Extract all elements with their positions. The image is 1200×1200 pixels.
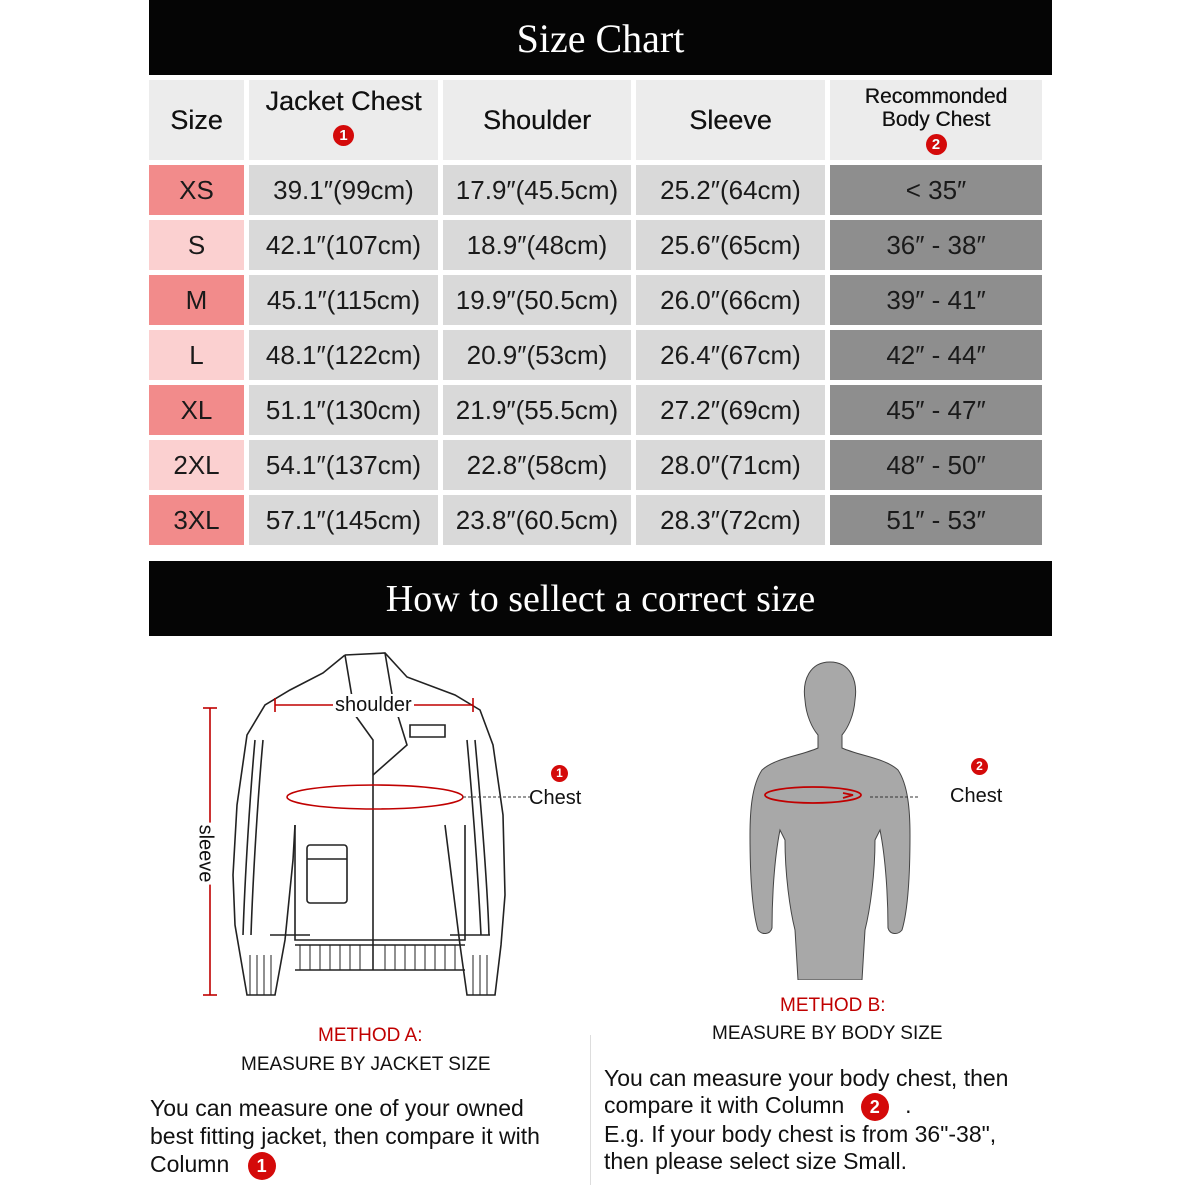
sleeve-cell: 28.0″(71cm)	[636, 440, 825, 490]
table-row	[149, 440, 1042, 490]
size-cell: XS	[149, 165, 244, 215]
chest-a-label: Chest	[529, 787, 582, 809]
column-marker-2: 2	[926, 134, 947, 155]
body-chest-cell: 48″ - 50″	[830, 440, 1042, 490]
method-b-text-line2: compare it with Column	[604, 1092, 845, 1118]
size-cell: 3XL	[149, 495, 244, 545]
method-a-text-line1: You can measure one of your owned	[150, 1095, 524, 1121]
table-row	[149, 165, 1042, 215]
sleeve-cell: 27.2″(69cm)	[636, 385, 825, 435]
how-to-select-title: How to sellect a correct size	[149, 561, 1052, 636]
chest-cell: 39.1″(99cm)	[249, 165, 438, 215]
sleeve-cell: 26.0″(66cm)	[636, 275, 825, 325]
size-cell: XL	[149, 385, 244, 435]
table-row	[149, 330, 1042, 380]
method-b-column-marker: 2	[861, 1093, 889, 1121]
size-cell: S	[149, 220, 244, 270]
header-jacket-chest	[249, 80, 438, 160]
body-chest-cell: 42″ - 44″	[830, 330, 1042, 380]
header-size: Size	[149, 80, 244, 160]
method-a-text-line3: Column	[150, 1151, 230, 1177]
method-a-text-line3-row	[150, 1150, 590, 1180]
chest-b-marker: 2	[971, 758, 988, 775]
size-cell: M	[149, 275, 244, 325]
body-diagram	[740, 660, 920, 980]
table-row	[149, 275, 1042, 325]
shoulder-cell: 19.9″(50.5cm)	[443, 275, 631, 325]
table-row	[149, 385, 1042, 435]
sleeve-cell: 28.3″(72cm)	[636, 495, 825, 545]
header-sleeve: Sleeve	[636, 80, 825, 160]
size-cell: L	[149, 330, 244, 380]
body-chest-cell: 45″ - 47″	[830, 385, 1042, 435]
header-body-chest	[830, 80, 1042, 160]
method-b-text-line3: E.g. If your body chest is from 36"-38",	[604, 1120, 997, 1147]
shoulder-cell: 17.9″(45.5cm)	[443, 165, 631, 215]
method-divider	[590, 1035, 591, 1185]
chest-cell: 51.1″(130cm)	[249, 385, 438, 435]
body-chest-cell: 36″ - 38″	[830, 220, 1042, 270]
shoulder-cell: 18.9″(48cm)	[443, 220, 631, 270]
table-header-row	[149, 80, 1042, 160]
method-b-text-line2-row	[604, 1092, 1064, 1121]
table-row	[149, 495, 1042, 545]
size-cell: 2XL	[149, 440, 244, 490]
size-chart-table	[144, 75, 1047, 550]
sleeve-cell: 26.4″(67cm)	[636, 330, 825, 380]
header-jacket-chest-label: Jacket Chest	[265, 86, 422, 116]
shoulder-cell: 23.8″(60.5cm)	[443, 495, 631, 545]
shoulder-cell: 21.9″(55.5cm)	[443, 385, 631, 435]
sleeve-cell: 25.2″(64cm)	[636, 165, 825, 215]
shoulder-cell: 20.9″(53cm)	[443, 330, 631, 380]
method-a-title: METHOD A:	[318, 1025, 423, 1046]
size-chart-title: Size Chart	[149, 0, 1052, 75]
method-a-column-marker: 1	[248, 1152, 276, 1180]
method-b-text	[604, 1065, 1064, 1175]
sleeve-label: sleeve	[194, 824, 217, 883]
header-body-chest-line2: Body Chest	[881, 108, 991, 132]
table-row	[149, 220, 1042, 270]
chest-b-label: Chest	[950, 785, 1003, 807]
body-chest-cell: 51″ - 53″	[830, 495, 1042, 545]
chest-cell: 48.1″(122cm)	[249, 330, 438, 380]
method-b-subtitle: MEASURE BY BODY SIZE	[712, 1023, 943, 1044]
shoulder-cell: 22.8″(58cm)	[443, 440, 631, 490]
chest-a-marker: 1	[551, 765, 568, 782]
method-a-subtitle: MEASURE BY JACKET SIZE	[241, 1054, 491, 1075]
header-body-chest-line1: Recommonded	[864, 85, 1008, 109]
method-b-text-line2-end: .	[905, 1092, 912, 1118]
method-a-text	[150, 1094, 590, 1180]
column-marker-1: 1	[333, 125, 354, 146]
method-b-title: METHOD B:	[780, 995, 886, 1016]
body-chest-cell: < 35″	[830, 165, 1042, 215]
sleeve-cell: 25.6″(65cm)	[636, 220, 825, 270]
chest-cell: 54.1″(137cm)	[249, 440, 438, 490]
chest-cell: 57.1″(145cm)	[249, 495, 438, 545]
chest-cell: 45.1″(115cm)	[249, 275, 438, 325]
chest-cell: 42.1″(107cm)	[249, 220, 438, 270]
method-a-text-line2: best fitting jacket, then compare it with	[150, 1123, 540, 1149]
body-chest-cell: 39″ - 41″	[830, 275, 1042, 325]
method-b-text-line4: then please select size Small.	[604, 1147, 907, 1174]
header-shoulder: Shoulder	[443, 80, 631, 160]
shoulder-label: shoulder	[335, 694, 412, 716]
method-b-text-line1: You can measure your body chest, then	[604, 1065, 1009, 1091]
